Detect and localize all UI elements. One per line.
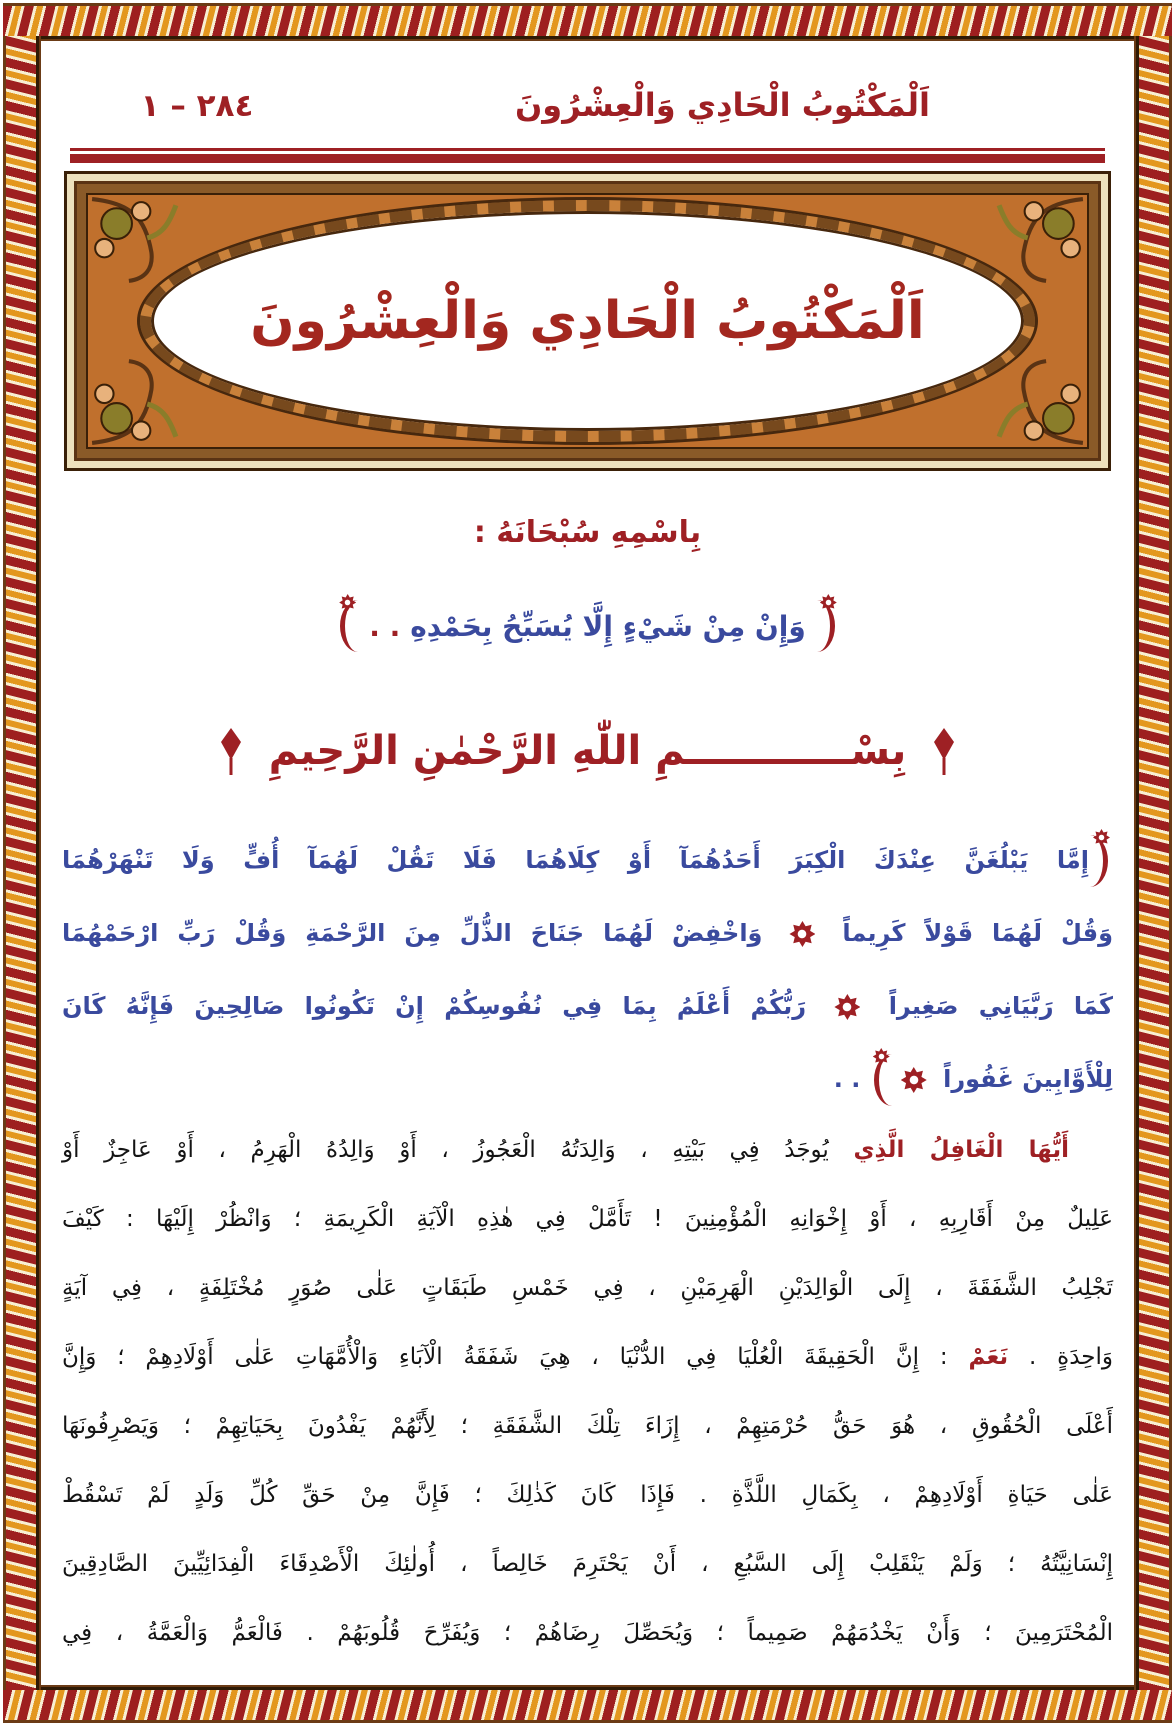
border-chain-bottom [3, 1687, 1172, 1723]
running-title: اَلْمَكْتُوبُ الْحَادِي وَالْعِشْرُونَ [514, 86, 931, 124]
quran-line [62, 1043, 1113, 1116]
bracket-close-icon [871, 1052, 891, 1108]
body-line [62, 1530, 1113, 1599]
bismihi-line: بِاسْمِهِ سُبْحَانَهُ : [473, 515, 702, 550]
text-segment: تَجْلِبُ الشَّفَقَةَ ، إِلَى الْوَالِدَيْنِ الْهَرِمَيْنِ ، فِي خَمْسِ طَبَقَاتٍ عَلٰى صُوَرٍ مُخْتَلِفَةٍ ، فِي آيَةٍ [62, 1275, 1113, 1301]
rosette-icon [834, 994, 860, 1020]
quran-line [62, 970, 1113, 1043]
text-segment: وَقُلْ لَهُمَا قَوْلاً كَرِيماً [823, 919, 1113, 947]
quran-line [62, 897, 1113, 970]
text-segment: يُوجَدُ فِي بَيْتِهِ ، وَالِدَتُهُ الْعَجُوزُ ، أَوْ وَالِدُهُ الْهَرِمُ ، أَوْ عَاجِزٌ أَوْ [62, 1137, 854, 1163]
text-segment: . . [833, 1065, 869, 1093]
text-segment: إِمَّا يَبْلُغَنَّ عِنْدَكَ الْكِبَرَ أَحَدُهُمَآ أَوْ كِلَاهُمَا فَلَا تَقُلْ لَهُمَآ أُفٍّ وَلَا تَنْهَرْهُمَا [62, 846, 1089, 874]
basmala-line [62, 688, 1113, 814]
text-segment: عَلِيلٌ مِنْ أَقَارِبِهِ ، أَوْ إِخْوَانِهِ الْمُؤْمِنِينَ ! تَأَمَّلْ فِي هٰذِهِ الْآيَةِ الْكَرِيمَةِ ؛ وَانْظُرْ إِلَيْهَا : كَيْفَ [62, 1206, 1113, 1232]
bracket-open-icon [818, 598, 838, 654]
rosette-icon [901, 1067, 927, 1093]
text-segment: أَيُّهَا الْغَافِلُ الَّذِي [853, 1137, 1069, 1163]
border-chain-top [3, 3, 1172, 39]
text-segment: الْمُحْتَرَمِينَ ؛ وَأَنْ يَخْدُمَهُمْ صَمِيماً ؛ وَيُحَصِّلَ رِضَاهُمْ ؛ وَيُفَرِّحَ قُلُوبَهُمْ . فَالْعَمُّ وَالْعَمَّةُ ، فِي [62, 1620, 1113, 1646]
body-paragraph [62, 1116, 1113, 1668]
body-line [62, 1461, 1113, 1530]
text-segment: كَمَا رَبَّيَانِي صَغِيراً [868, 992, 1113, 1020]
text-segment: وَاحِدَةٍ . [1008, 1344, 1113, 1370]
text-segment: إِنْسَانِيَّتُهُ ؛ وَلَمْ يَنْقَلِبْ إِلَى السَّبُعِ ، أَنْ يَحْتَرِمَ خَالِصاً ، أُولٰئِكَ الْأَصْدِقَاءَ الْفِدَائِيِّينَ الصَّادِقِينَ [62, 1551, 1113, 1577]
border-chain-right [1136, 36, 1172, 1690]
title-plaque-field [86, 193, 1089, 449]
text-segment: وَاخْفِضْ لَهُمَا جَنَاحَ الذُّلِّ مِنَ الرَّحْمَةِ وَقُلْ رَبِّ ارْحَمْهُمَا [62, 919, 782, 947]
text-segment: . . [369, 609, 401, 643]
body-line [62, 1323, 1113, 1392]
text-segment: عَلٰى حَيَاةِ أَوْلَادِهِمْ ، بِكَمَالِ اللَّذَّةِ . فَإِذَا كَانَ كَذٰلِكَ ؛ فَإِنَّ مِنْ حَقِّ كُلِّ وَلَدٍ لَمْ تَسْقُطْ [62, 1482, 1113, 1508]
text-segment: رَبُّكُمْ أَعْلَمُ بِمَا فِي نُفُوسِكُمْ إِنْ تَكُونُوا صَالِحِينَ فَإِنَّهُ كَانَ [62, 992, 827, 1020]
quran-passage [62, 824, 1113, 1116]
bracket-open-icon [1091, 833, 1111, 889]
body-line [62, 1254, 1113, 1323]
double-rule-divider [70, 148, 1105, 163]
rosette-icon [789, 921, 815, 947]
page-number: ٢٨٤ – ١ [140, 88, 254, 124]
text-segment: نَعَمْ [968, 1344, 1009, 1370]
body-line [62, 1599, 1113, 1668]
body-line [62, 1392, 1113, 1461]
text-segment: : إِنَّ الْحَقِيقَةَ الْعُلْيَا فِي الدُّنْيَا ، هِيَ شَفَقَةُ الْآبَاءِ وَالْأُمَّهَاتِ عَلٰى أَوْلَادِهِمْ ؛ وَإِنَّ [62, 1344, 969, 1370]
border-chain-left [3, 36, 39, 1690]
floral-finial-icon [219, 726, 243, 776]
page-header [62, 86, 1113, 132]
floral-finial-icon [932, 726, 956, 776]
body-line [62, 1185, 1113, 1254]
chapter-title: اَلْمَكْتُوبُ الْحَادِي وَالْعِشْرُونَ [250, 291, 925, 351]
text-segment: أَعْلَى الْحُقُوقِ ، هُوَ حَقُّ حُرْمَتِهِمْ ، إِزَاءَ تِلْكَ الشَّفَقَةِ ؛ لِأَنَّهُمْ يَفْدُونَ بِحَيَاتِهِمْ ؛ وَيَصْرِفُونَهَا [62, 1413, 1113, 1439]
text-segment: وَإِنْ مِنْ شَيْءٍ إِلَّا يُسَبِّحُ بِحَمْدِهِ [410, 609, 806, 643]
quran-line [62, 824, 1113, 897]
epigraph-verse [62, 590, 1113, 662]
page-content [38, 38, 1137, 1688]
basmala-text: بِسْــــــــــــمِ اللّٰهِ الرَّحْمٰنِ الرَّحِيمِ [268, 728, 907, 774]
title-plaque [64, 171, 1111, 471]
bracket-close-icon [337, 598, 357, 654]
text-segment: لِلْأَوَّابِينَ غَفُوراً [934, 1065, 1113, 1093]
body-line [62, 1116, 1113, 1185]
title-plaque-frame [74, 181, 1101, 461]
